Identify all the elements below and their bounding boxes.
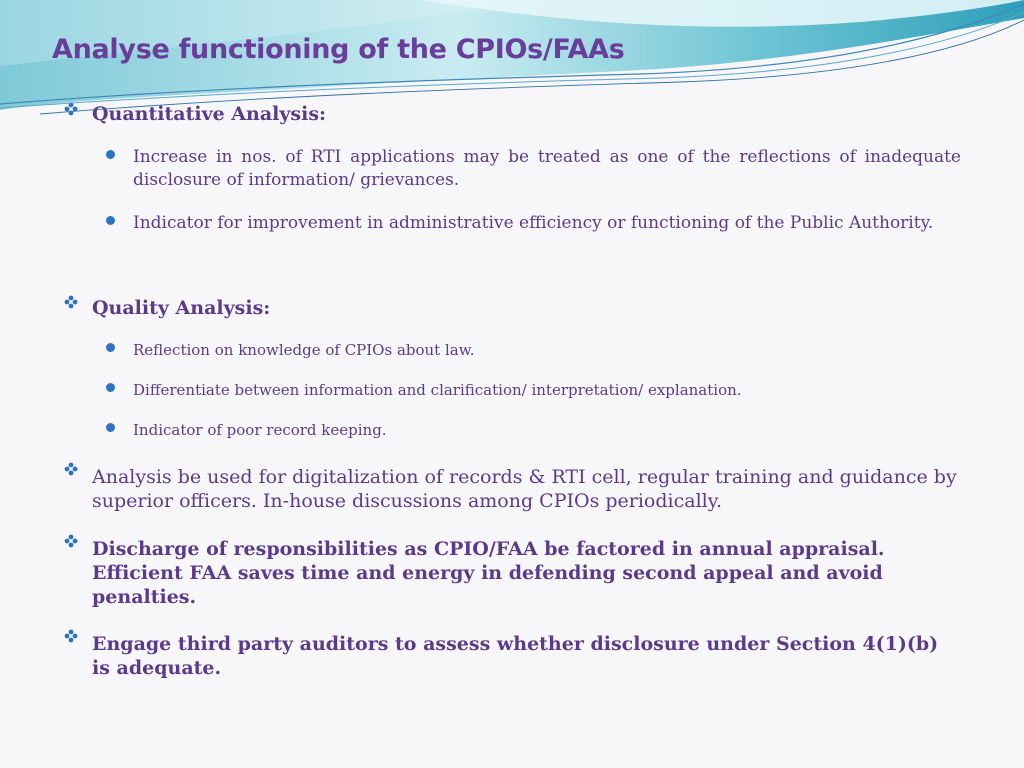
bullet-text: Differentiate between information and clarification/ interpretation/ explanation. xyxy=(133,381,742,399)
bullet-text: Indicator for improvement in administrative efficiency or functioning of the Public Authority. xyxy=(133,213,934,233)
diamond-bullet-icon xyxy=(64,534,78,548)
dot-bullet-icon xyxy=(106,216,115,225)
diamond-bullet-icon xyxy=(64,295,78,309)
bullet-text: Reflection on knowledge of CPIOs about law. xyxy=(133,341,475,359)
dot-bullet-icon xyxy=(106,150,115,159)
page-title: Analyse functioning of the CPIOs/FAAs xyxy=(52,34,625,65)
diamond-bullet-icon xyxy=(64,629,78,643)
diamond-bullet-icon xyxy=(64,102,78,116)
point-text: Discharge of responsibilities as CPIO/FAA be factored in annual appraisal. Efficient FAA saves time and energy in defending second appeal and avoid penalties. xyxy=(92,538,885,608)
dot-bullet-icon xyxy=(106,383,115,392)
point-text: Engage third party auditors to assess whether disclosure under Section 4(1)(b) is adequate. xyxy=(92,633,939,679)
bullet-text: Indicator of poor record keeping. xyxy=(133,421,387,439)
dot-bullet-icon xyxy=(106,343,115,352)
bullet-text: Increase in nos. of RTI applications may be treated as one of the reflections of inadequate disclosure of information/ grievances. xyxy=(133,147,961,190)
section-heading-quality: Quality Analysis: xyxy=(92,297,271,319)
dot-bullet-icon xyxy=(106,423,115,432)
section-heading-quantitative: Quantitative Analysis: xyxy=(92,103,327,125)
diamond-bullet-icon xyxy=(64,462,78,476)
point-text: Analysis be used for digitalization of records & RTI cell, regular training and guidance by superior officers. In-house discussions among CPIOs periodically. xyxy=(92,466,957,512)
